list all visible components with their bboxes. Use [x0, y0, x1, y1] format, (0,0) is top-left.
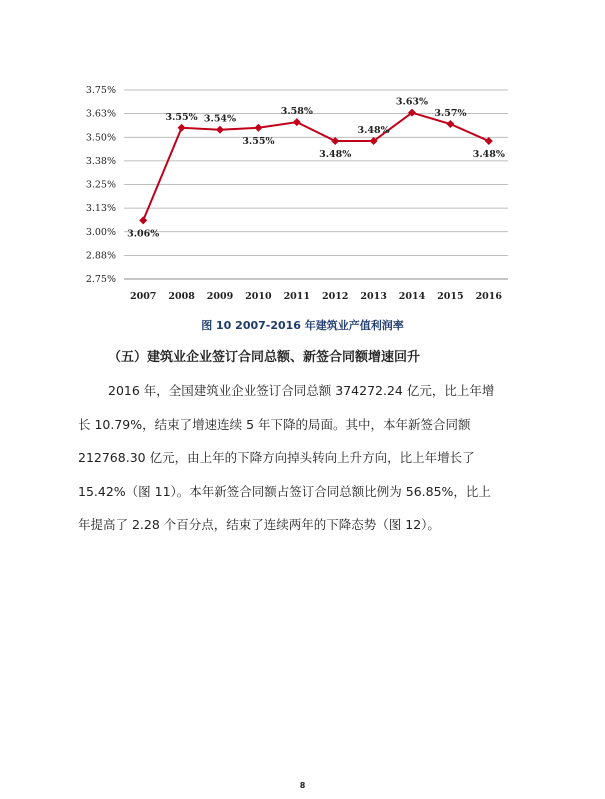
data-point: [446, 120, 454, 128]
data-point: [178, 124, 186, 132]
x-tick-label: 2008: [168, 291, 195, 302]
data-point: [216, 126, 224, 134]
data-label: 3.48%: [472, 149, 505, 161]
data-label: 3.48%: [357, 125, 390, 137]
paragraph-line: 212768.30 亿元，由上年的下降方向掉头转向上升方向，比上年增长了: [78, 450, 475, 465]
paragraph-line: 长 10.79%，结束了增速连续 5 年下降的局面。其中，本年新签合同额: [78, 416, 471, 432]
data-labels: [127, 97, 505, 240]
data-label: 3.57%: [434, 108, 467, 120]
x-tick-label: 2009: [206, 291, 234, 302]
x-tick-label: 2007: [129, 291, 157, 302]
y-tick-label: 2.88%: [85, 250, 116, 262]
x-tick-label: 2011: [283, 291, 311, 302]
y-axis-ticks: [86, 85, 116, 285]
y-tick-label: 3.63%: [85, 108, 116, 120]
x-tick-label: 2014: [398, 291, 426, 302]
y-tick-label: 3.38%: [85, 155, 116, 167]
data-point: [293, 118, 301, 126]
y-tick-label: 2.75%: [85, 274, 116, 285]
paragraph-line: 2016 年，全国建筑业企业签订合同总额 374272.24 亿元，比上年增: [108, 383, 495, 398]
page-number: 8: [299, 781, 306, 790]
data-point: [331, 137, 339, 145]
chart-series: [139, 109, 493, 225]
x-tick-label: 2015: [437, 291, 464, 302]
x-tick-label: 2016: [475, 291, 503, 302]
section-heading: （五）建筑业企业签订合同总额、新签合同额增速回升: [108, 350, 421, 365]
x-tick-label: 2013: [360, 291, 387, 302]
series-line: [143, 113, 489, 221]
x-axis-ticks: [130, 291, 502, 302]
body-paragraph: [78, 374, 530, 542]
y-tick-label: 3.50%: [85, 132, 116, 144]
data-label: 3.48%: [319, 149, 352, 161]
paragraph-line: 年提高了 2.28 个百分点，结束了连续两年的下降态势（图 12）。: [78, 517, 440, 532]
y-tick-label: 3.25%: [85, 179, 116, 191]
data-label: 3.55%: [165, 111, 198, 123]
figure-caption: 图 10 2007-2016 年建筑业产值利润率: [201, 319, 404, 332]
x-tick-label: 2010: [245, 291, 272, 302]
data-point: [485, 137, 493, 145]
data-label: 3.55%: [242, 135, 275, 147]
data-label: 3.63%: [395, 96, 429, 108]
x-tick-label: 2012: [321, 291, 349, 302]
data-label: 3.58%: [280, 106, 313, 118]
y-tick-label: 3.75%: [85, 85, 116, 96]
data-point: [139, 216, 147, 224]
data-point: [254, 124, 262, 132]
data-label: 3.06%: [127, 228, 160, 240]
y-tick-label: 3.00%: [85, 226, 116, 238]
data-label: 3.54%: [203, 113, 237, 125]
profit-margin-line-chart: [0, 0, 605, 310]
y-tick-label: 3.13%: [85, 203, 116, 215]
paragraph-line: 15.42%（图 11）。本年新签合同额占签订合同总额比例为 56.85%，比上: [78, 483, 491, 499]
